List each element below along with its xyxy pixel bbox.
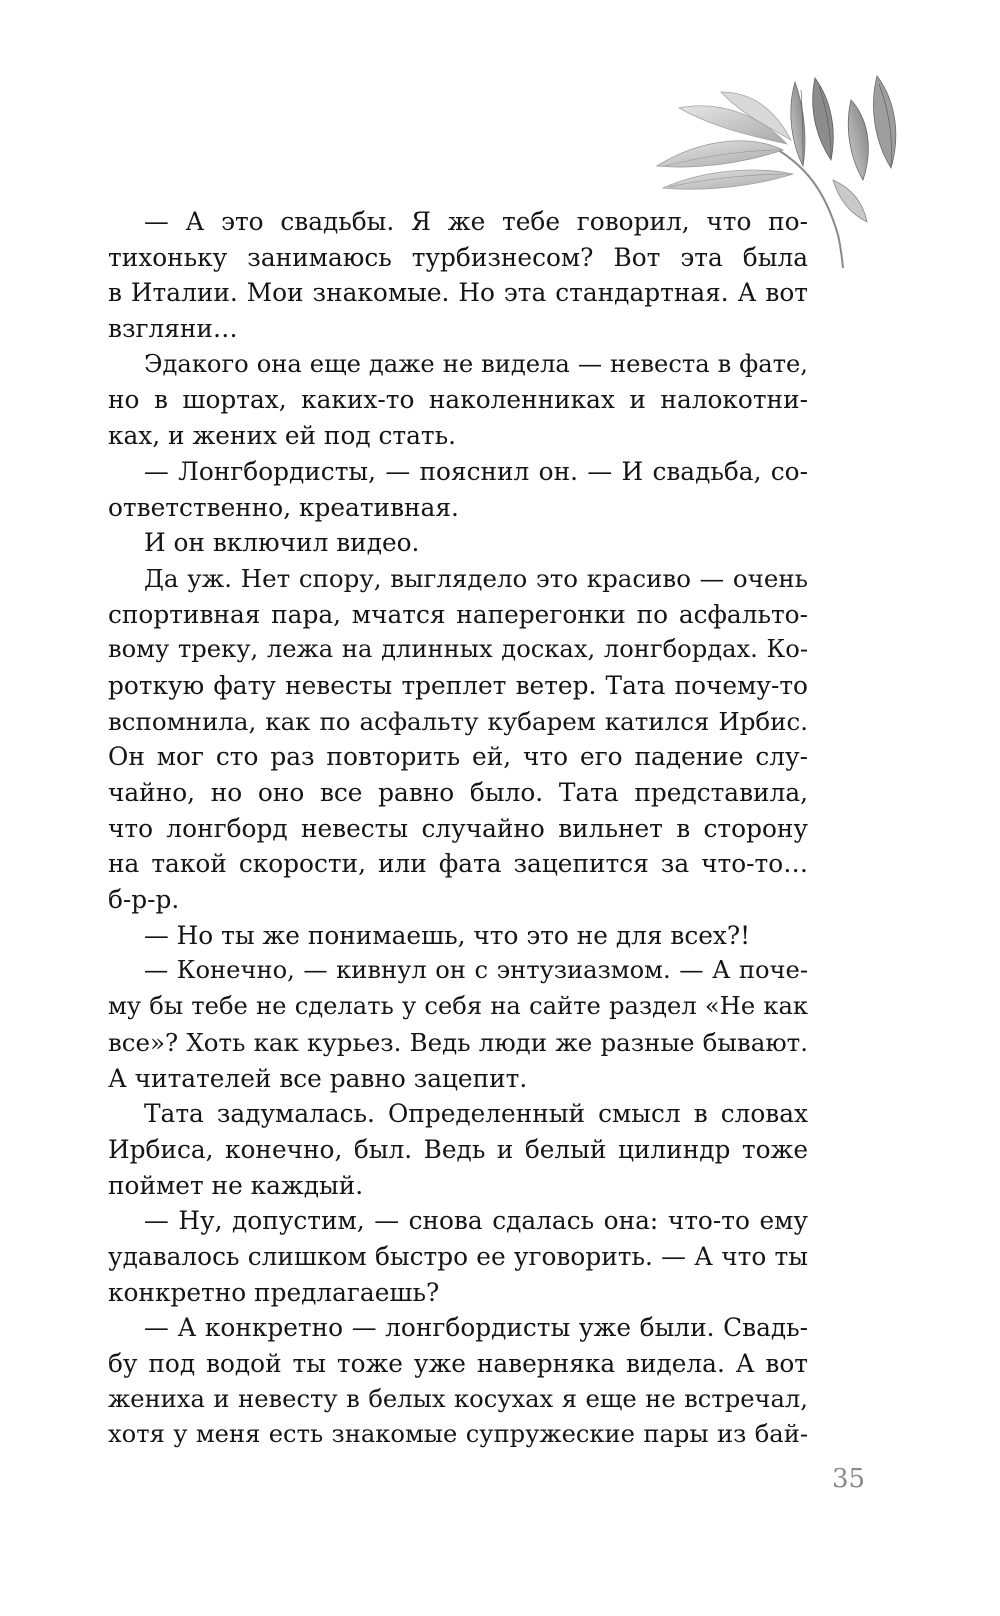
text-line: — Конечно, — кивнул он с энтузиазмом. — А поче- — [144, 956, 808, 985]
text-line: жениха и невесту в белых косухах я еще не встречал, — [108, 1384, 808, 1413]
text-line: Да уж. Нет спору, выглядело это красиво — очень — [144, 563, 808, 593]
text-line: что лонгборд невесты случайно вильнет в сторону — [108, 813, 808, 843]
text-line: удавалось слишком быстро ее уговорить. — А что ты — [108, 1241, 808, 1271]
paragraph — [108, 1203, 808, 1310]
text-line: спортивная пара, мчатся наперегонки по асфальто- — [108, 599, 808, 629]
text-line: вспомнила, как по асфальту кубарем катился Ирбис. — [108, 706, 808, 736]
text-line: хотя у меня есть знакомые супружеские пары из бай- — [108, 1420, 808, 1449]
page-number: 35 — [832, 1464, 866, 1494]
text-line: Ирбиса, конечно, был. Ведь и белый цилиндр тоже — [108, 1134, 808, 1164]
text-line: но в шортах, каких-то наколенниках и налокотни- — [108, 385, 808, 415]
paragraph — [108, 1096, 808, 1203]
text-line: б-р-р. — [108, 885, 180, 915]
paragraph — [108, 204, 808, 347]
text-line: — Лонгбордисты, — пояснил он. — И свадьба, со- — [144, 456, 808, 486]
text-line: тихоньку занимаюсь турбизнесом? Вот эта была — [108, 242, 808, 272]
text-line: — Но ты же понимаешь, что это не для всех?! — [144, 920, 751, 950]
text-line: му бы тебе не сделать у себя на сайте раздел «Не как — [108, 992, 808, 1021]
text-line: конкретно предлагаешь? — [108, 1277, 440, 1307]
text-line: А читателей все равно зацепит. — [108, 1063, 528, 1093]
text-line: Тата задумалась. Определенный смысл в словах — [144, 1099, 808, 1129]
text-line: бу под водой ты тоже уже наверняка видела. А вот — [108, 1349, 808, 1378]
text-line: чайно, но оно все равно было. Тата представила, — [108, 778, 808, 807]
text-line: И он включил видео. — [144, 528, 420, 558]
text-line: в Италии. Мои знакомые. Но эта стандартная. А вот — [108, 278, 808, 308]
text-line: Он мог сто раз повторить ей, что его падение слу- — [108, 742, 808, 772]
paragraph — [108, 525, 808, 561]
text-line: роткую фату невесты треплет ветер. Тата почему-то — [108, 670, 808, 700]
body-text — [108, 204, 808, 1453]
paragraph — [108, 347, 808, 454]
paragraph — [108, 1310, 808, 1453]
text-line: поймет не каждый. — [108, 1170, 364, 1200]
text-line: все»? Хоть как курьез. Ведь люди же разные бывают. — [108, 1027, 808, 1057]
text-line: ответственно, креативная. — [108, 492, 459, 522]
paragraph — [108, 918, 808, 954]
paragraph — [108, 561, 808, 918]
paragraph — [108, 454, 808, 525]
text-line: Эдакого она еще даже не видела — невеста в фате, — [144, 349, 808, 378]
text-line: — А конкретно — лонгбордисты уже были. Свадь- — [144, 1313, 808, 1343]
text-line: — Ну, допустим, — снова сдалась она: что-то ему — [144, 1206, 808, 1236]
text-line: вому треку, лежа на длинных досках, лонгбордах. Ко- — [108, 635, 808, 664]
paragraph — [108, 953, 808, 1096]
text-line: ках, и жених ей под стать. — [108, 421, 457, 451]
text-line: — А это свадьбы. Я же тебе говорил, что по- — [144, 207, 808, 236]
text-line: взгляни… — [108, 314, 238, 344]
text-line: на такой скорости, или фата зацепится за что-то… — [108, 849, 808, 879]
